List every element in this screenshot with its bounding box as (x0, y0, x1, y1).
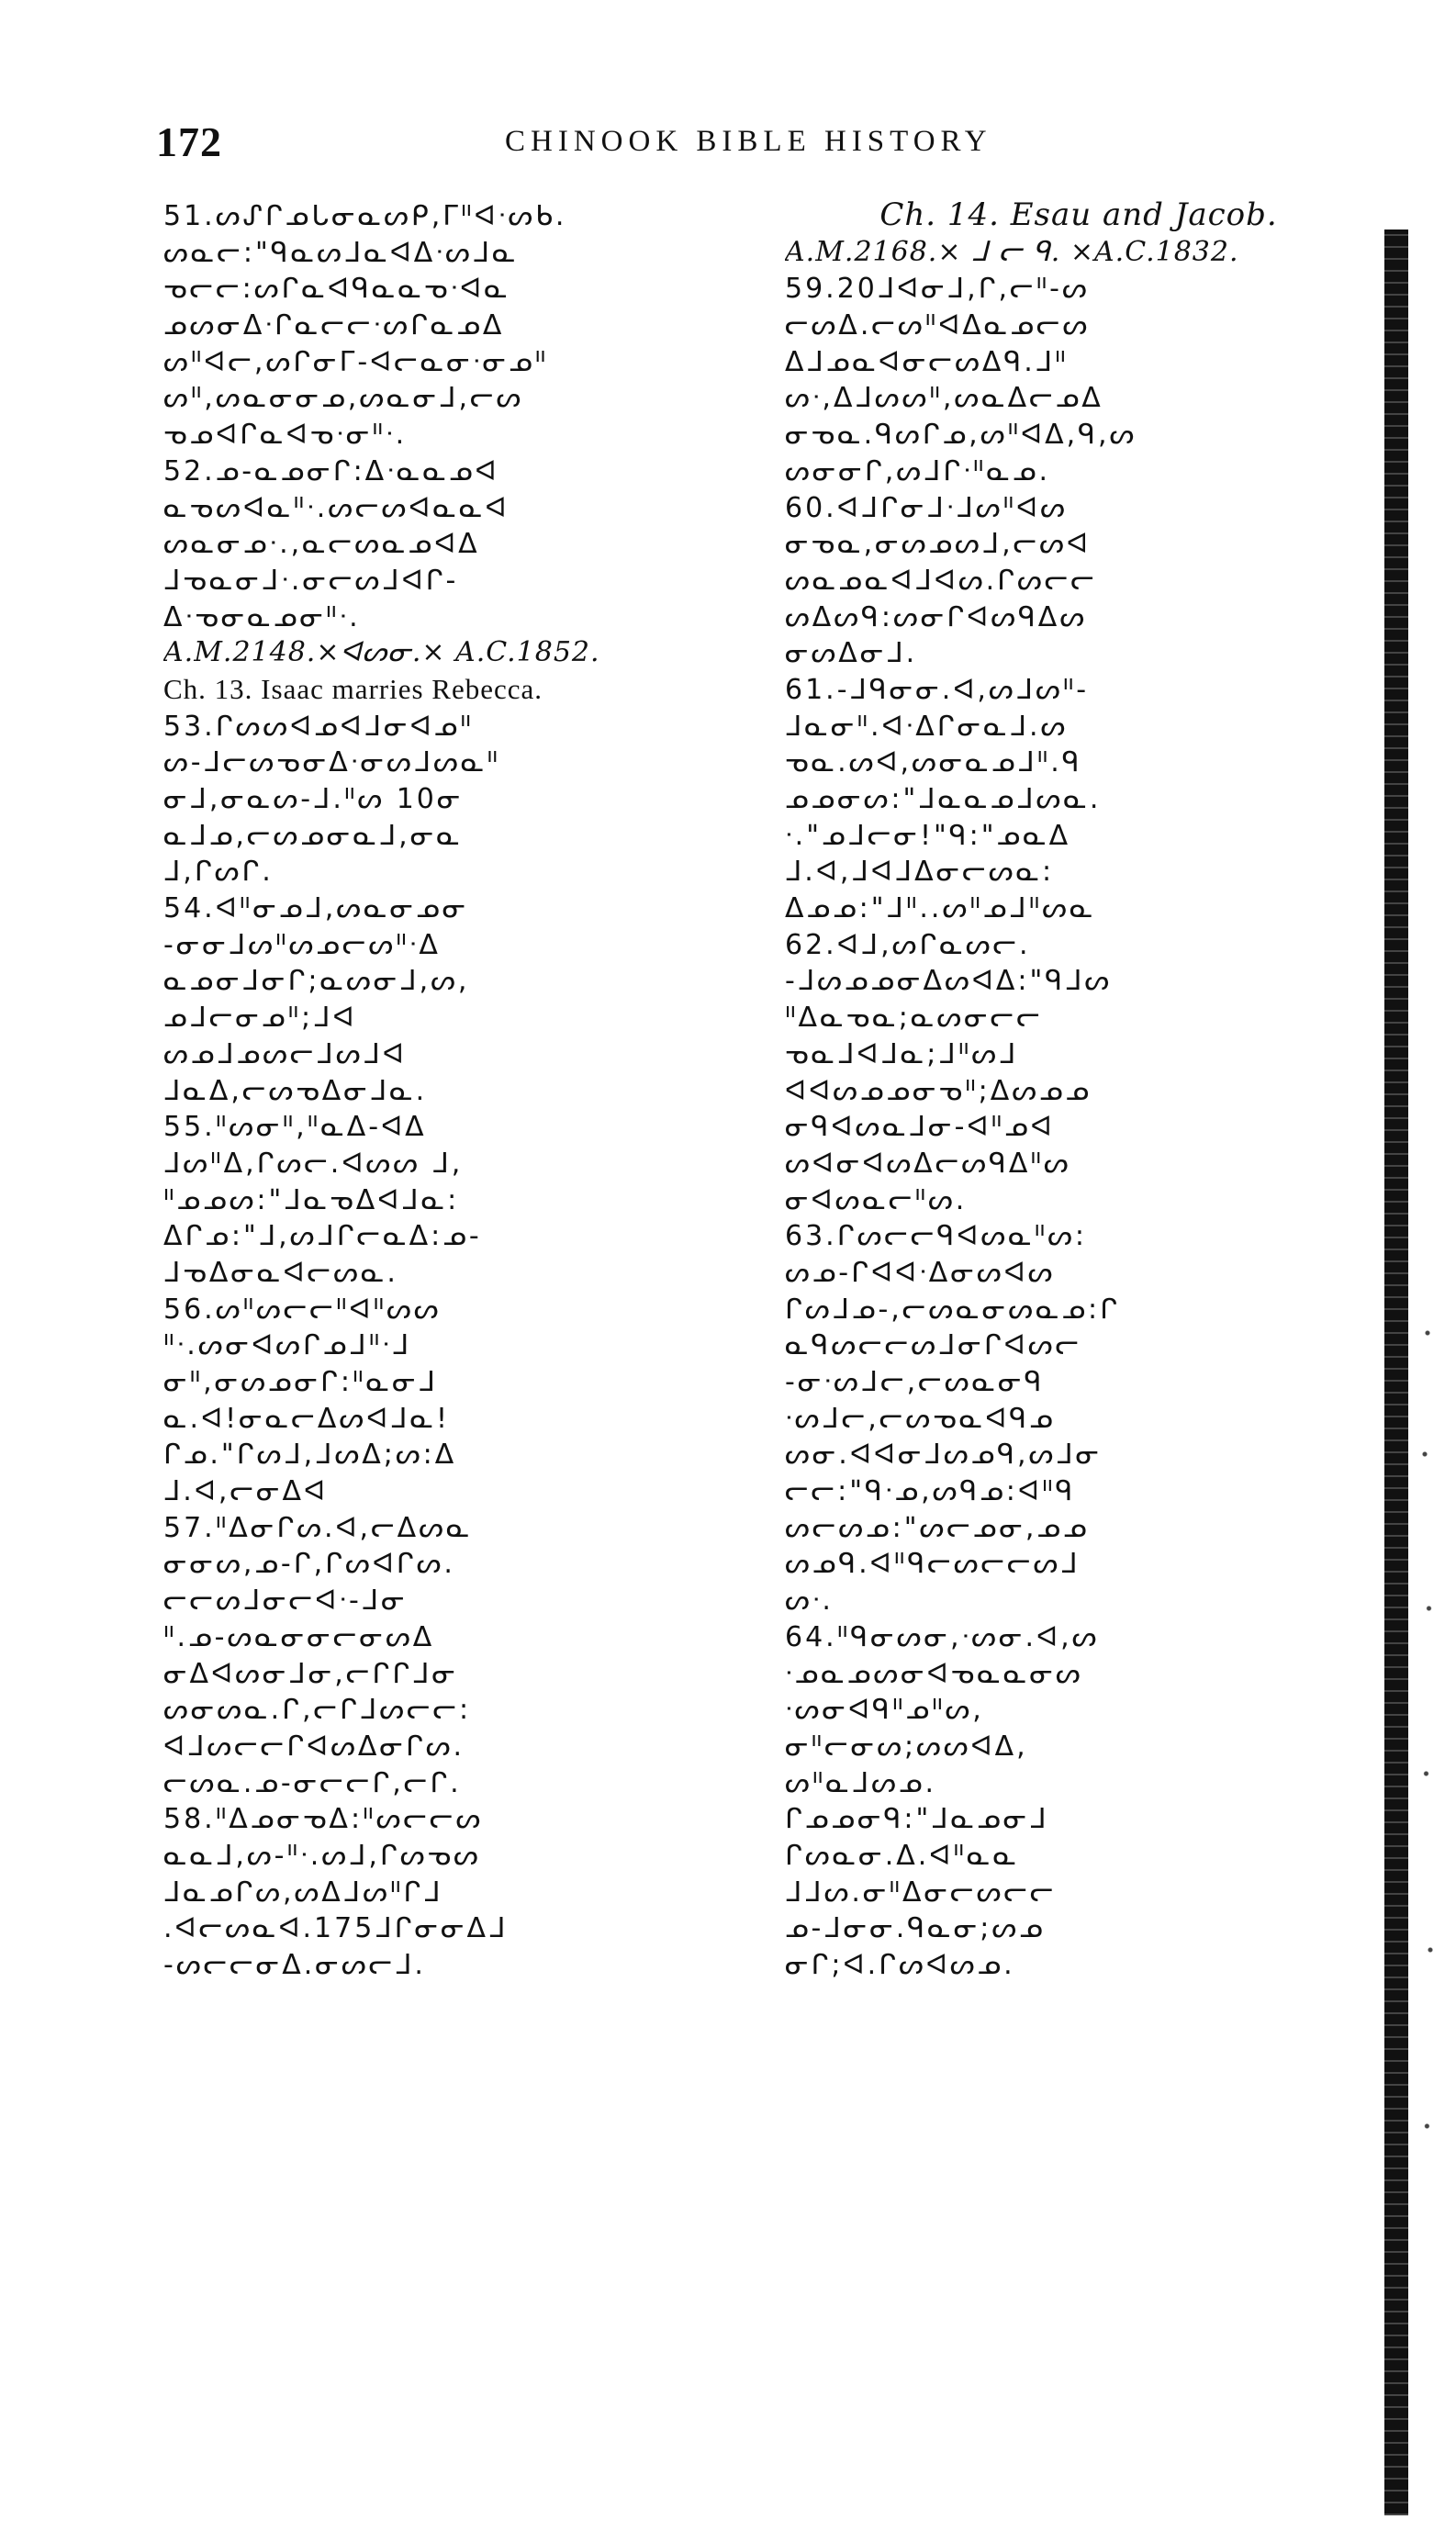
line-text: A.M.2148.×ᐊᔕᓂ.× A.C.1852. (163, 636, 600, 669)
line-text: ᓕᔕᓇ.ᓄ-ᓂᓕᓕᒋ,ᓕᒋ. (163, 1766, 462, 1799)
text-line (163, 817, 751, 854)
line-text: ᐧᔕᓂᐊᑫᐦᓄᐦᔕ, (785, 1694, 984, 1727)
text-line (163, 1217, 751, 1254)
line-text: .ᐊᓕᔕᓇᐊ.175ᒧᒋᓂᓂᐃᒧ (163, 1912, 509, 1945)
line-text: ᓇᓄᓂᒧᓂᒋ;ᓇᔕᓂᒧ,ᔕ, (163, 965, 470, 998)
text-line (163, 1363, 751, 1400)
line-text: ᓄᔕᓂᐃᐧᒋᓇᓕᓕᐧᔕᒋᓇᓄᐃ (163, 309, 505, 342)
text-line (163, 926, 751, 963)
line-text: ᓂᐦ,ᓂᔕᓄᓂᒋ:ᐦᓇᓂᒧ (163, 1366, 438, 1398)
line-text: ᐧ."ᓄᒧᓕᓂ!"ᑫ:"ᓄᓇᐃ (785, 819, 1071, 852)
text-line (163, 1764, 751, 1801)
line-text: ᐊᒧᔕᓕᓕᒋᐊᔕᐃᓂᒋᔕ. (163, 1730, 465, 1763)
left-column (163, 197, 751, 1983)
line-text: ᓀᓄᐊᒋᓇᐊᓀᐧᓂᐦᐧ. (163, 419, 408, 452)
line-text: 63.ᒋᔕᓕᓕᑫᐊᔕᓇᐦᔕ: (785, 1220, 1088, 1253)
text-line (785, 1655, 1372, 1692)
text-line (163, 307, 751, 343)
line-text: ᓂᐦᓕᓂᔕ;ᔕᔕᐊᐃ, (785, 1730, 1028, 1763)
text-line (163, 1909, 751, 1946)
line-text: ᓇ.ᐊ!ᓂᓇᓕᐃᔕᐊᒧᓇ! (163, 1402, 451, 1435)
text-line (785, 379, 1372, 416)
text-line (163, 270, 751, 307)
line-text: 64.ᐦᑫᓂᔕᓂ,ᐧᔕᓂ.ᐊ,ᔕ (785, 1620, 1100, 1653)
text-line (785, 1874, 1372, 1910)
binding-edge (1384, 230, 1408, 2515)
line-text: ᔕᓇᓂᓄᐧ.,ᓇᓕᔕᓇᓄᐊᐃ (163, 528, 480, 561)
text-line (785, 1946, 1372, 1983)
text-line (785, 343, 1372, 380)
line-text: ᓀᓕᓕ:ᔕᒋᓇᐊᑫᓇᓇᓀᐧᐊᓇ (163, 273, 510, 306)
line-text: ᔕᓄᑫ.ᐊᐦᑫᓕᔕᓕᓕᔕᒧ (785, 1548, 1081, 1581)
text-line (785, 744, 1372, 780)
text-line (163, 708, 751, 745)
line-text: ᔕᐧ,ᐃᒧᔕᔕᐦ,ᔕᓇᐃᓕᓄᐃ (785, 382, 1103, 415)
text-line (785, 890, 1372, 926)
line-text: ᓄᒧᓕᓂᓄᐦ;ᒧᐊ (163, 1002, 357, 1035)
line-text: ᒋᓄ."ᒋᔕᒧ,ᒧᔕᐃ;ᔕ:ᐃ (163, 1439, 457, 1472)
line-text: ᒧᔕᐦᐃ,ᒋᔕᓕ.ᐊᔕᔕ ᒧ, (163, 1147, 464, 1180)
line-text: ᓄ-ᒧᓂᓂ.ᑫᓇᓂ;ᔕᓄ (785, 1912, 1046, 1945)
binding-specks (1414, 1267, 1441, 2368)
line-text: 60.ᐊᒧᒋᓂᒧᐧᒧᔕᐦᐊᔕ (785, 491, 1068, 524)
text-line (163, 379, 751, 416)
text-line (785, 1545, 1372, 1582)
text-line (163, 1254, 751, 1291)
text-line (785, 962, 1372, 999)
line-text: ᓂᒧ,ᓂᓇᔕ-ᒧ.ᐦᔕ 10ᓂ (163, 783, 464, 815)
line-text: ᓇᑫᔕᓕᓕᔕᒧᓂᒋᐊᔕᓕ (785, 1329, 1082, 1362)
text-line (785, 1291, 1372, 1327)
line-text: ᔕᐊᓂᐊᔕᐃᓕᔕᑫᐃᐦᔕ (785, 1147, 1071, 1180)
line-text: A.M.2168.× ᒧ ᓕ ᑫ. ×A.C.1832. (785, 235, 1239, 268)
line-text: ᓕᓕ:"ᑫᐧᓄ,ᔕᑫᓄ:ᐊᐦᑫ (785, 1475, 1076, 1508)
text-line (785, 562, 1372, 599)
text-line (785, 817, 1372, 854)
line-text: ᔕᓕᔕᓄ:"ᔕᓕᓄᓂ,ᓄᓄ (785, 1511, 1090, 1544)
line-text: ᐊᐊᔕᓄᓄᓂᓀᐦ;ᐃᔕᓄᓄ (785, 1074, 1092, 1107)
line-text: ᔕᐦᓇᒧᔕᓄ. (785, 1766, 936, 1799)
text-line (163, 1655, 751, 1692)
text-line (163, 234, 751, 271)
line-text: -ᓂᐧᔕᒧᓕ,ᓕᔕᓇᓂᑫ (785, 1366, 1045, 1398)
chapter-heading (785, 197, 1372, 234)
line-text: ᔕᓂ.ᐊᐊᓂᒧᔕᓄᑫ,ᔕᒧᓂ (785, 1439, 1103, 1472)
line-text: ᔕᓂᔕᓇ.ᒋ,ᓕᒋᒧᔕᓕᓕ: (163, 1694, 472, 1727)
line-text: ᐃᐧᓀᓂᓇᓄᓂᐦᐧ. (163, 600, 361, 633)
line-text: ᓂᐊᔕᓇᓕᐦᔕ. (785, 1183, 968, 1216)
line-text: 59.20ᒧᐊᓂᒧ,ᒋ,ᓕᐦ-ᔕ (785, 273, 1090, 306)
text-line (785, 599, 1372, 635)
text-line (785, 926, 1372, 963)
text-line (163, 999, 751, 1036)
text-line (163, 1436, 751, 1473)
line-text: ᓂᐃᐊᔕᓂᒧᓂ,ᓕᒋᒋᒧᓂ (163, 1657, 458, 1690)
line-text: ᒧᒧᔕ.ᓂᐦᐃᓂᓕᔕᓕᓕ (785, 1876, 1057, 1909)
text-line (785, 1764, 1372, 1801)
text-line (785, 1473, 1372, 1509)
line-text: ᓂᓀᓇ.ᑫᔕᒋᓄ,ᔕᐦᐊᐃ,ᑫ,ᔕ (785, 419, 1137, 452)
line-text: ᓄᓄᓂᔕ:"ᒧᓇᓇᓄᒧᔕᓇ. (785, 783, 1102, 815)
text-line (785, 634, 1372, 671)
line-text: ᐦ.ᓄ-ᔕᓇᓂᓂᓕᓂᔕᐃ (163, 1620, 435, 1653)
line-text: ᒋᔕᓇᓂ.ᐃ.ᐊᐦᓇᓇ (785, 1839, 1020, 1872)
line-text: 61.-ᒧᑫᓂᓂ.ᐊ,ᔕᒧᔕᐦ- (785, 673, 1090, 706)
line-text: ᓇᓇᒧ,ᔕ-ᐦᐧ.ᔕᒧ,ᒋᔕᓀᔕ (163, 1839, 481, 1872)
text-line (163, 1181, 751, 1218)
line-text: ᔕᓄ-ᒋᐊᐊᐧᐃᓂᔕᐊᔕ (785, 1256, 1056, 1289)
text-line (163, 1036, 751, 1072)
text-line (785, 1728, 1372, 1764)
text-line (785, 1400, 1372, 1437)
line-text: ᐦᐧ.ᔕᓂᐊᔕᒋᓄᒧᐦᐧᒧ (163, 1329, 412, 1362)
text-line (163, 1618, 751, 1655)
text-line (785, 1254, 1372, 1291)
text-line (785, 1436, 1372, 1473)
text-line (785, 416, 1372, 453)
text-line (785, 1108, 1372, 1145)
text-line (163, 1108, 751, 1145)
line-text: ᓂᓂᔕ,ᓄ-ᒋ,ᒋᔕᐊᒋᔕ. (163, 1548, 455, 1581)
text-line (163, 1145, 751, 1181)
line-text: ᒋᓄᓄᓂᑫ:"ᒧᓇᓄᓂᒧ (785, 1803, 1049, 1836)
text-line (785, 1509, 1372, 1546)
line-text: ᒧ,ᒋᔕᒋ. (163, 856, 274, 889)
date-line (163, 634, 751, 671)
line-text: ᔕᓇᓄᓇᐊᒧᐊᔕ.ᒋᔕᓕᓕ (785, 564, 1097, 597)
text-line (785, 708, 1372, 745)
line-text: ᔕᓂᓂᒋ,ᔕᒧᒋᐧᐦᓇᓄ. (785, 454, 1050, 487)
line-text: ᒋᔕᒧᓄ-,ᓕᔕᓇᓂᔕᓇᓄ:ᒋ (785, 1293, 1120, 1326)
text-line (163, 744, 751, 780)
text-line (785, 1145, 1372, 1181)
line-text: -ᔕᓕᓕᓂᐃ.ᓂᔕᓕᒧ. (163, 1949, 426, 1981)
text-line (785, 1072, 1372, 1109)
right-column (785, 197, 1372, 1983)
text-line (163, 1946, 751, 1983)
line-text: ᔕᐃᔕᑫ:ᔕᓂᒋᐊᔕᑫᐃᔕ (785, 600, 1088, 633)
text-line (163, 890, 751, 926)
text-line (785, 853, 1372, 890)
text-line (785, 1036, 1372, 1072)
text-line (785, 1837, 1372, 1874)
text-line (163, 853, 751, 890)
text-line (785, 453, 1372, 489)
text-line (163, 197, 751, 234)
text-line (163, 1327, 751, 1363)
text-line (785, 1181, 1372, 1218)
text-line (785, 1800, 1372, 1837)
text-line (785, 1217, 1372, 1254)
text-line (785, 1618, 1372, 1655)
line-text: ᓇᓀᔕᐊᓇᐦᐧ.ᔕᓕᔕᐊᓇᓇᐊ (163, 491, 510, 524)
line-text: ᔕᓄᒧᓄᔕᓕᒧᔕᒧᐊ (163, 1037, 407, 1070)
text-line (785, 307, 1372, 343)
book-title: CHINOOK BIBLE HISTORY (505, 125, 992, 158)
text-line (785, 1909, 1372, 1946)
line-text: 62.ᐊᒧ,ᔕᒋᓇᔕᓕ. (785, 928, 1031, 961)
line-text: Ch. 13. Isaac marries Rebecca. (163, 672, 543, 705)
line-text: -ᓂᓂᒧᔕᐦᔕᓄᓕᔕᐦᐧᐃ (163, 928, 441, 961)
line-text: ᐧᓄᓇᓄᔕᓂᐊᓀᓇᓇᓂᔕ (785, 1657, 1083, 1690)
line-text: ᔕᓇᓕ:"ᑫᓇᔕᒧᓇᐊᐃᐧᔕᒧᓇ (163, 236, 519, 269)
text-line (785, 671, 1372, 708)
line-text: ᓂᑫᐊᔕᓇᒧᓂ-ᐊᐦᓄᐊ (785, 1111, 1055, 1144)
text-line (785, 780, 1372, 817)
line-text: ᐃᓄᓄ:"ᒧᐦ..ᔕᐦᓄᒧᐦᔕᓇ (785, 892, 1096, 925)
line-text: ᒧ.ᐊ,ᒧᐊᒧᐃᓂᓕᔕᓇ: (785, 856, 1055, 889)
line-text: ᔕᐦᐊᓕ,ᔕᒋᓂᒥ-ᐊᓕᓇᓂᐧᓂᓄᐦ (163, 345, 549, 378)
text-line (163, 599, 751, 635)
chapter-heading (163, 671, 751, 708)
line-text: ᒧᓀᐃᓂᓇᐊᓕᔕᓇ. (163, 1256, 398, 1289)
text-line (785, 270, 1372, 307)
line-text: ᐦᐃᓇᓀᓇ;ᓇᔕᓂᓕᓕ (785, 1002, 1043, 1035)
text-line (163, 1728, 751, 1764)
page-number: 172 (156, 118, 222, 165)
text-line (163, 1400, 751, 1437)
text-line (785, 525, 1372, 562)
date-line (785, 234, 1372, 271)
text-line (163, 1691, 751, 1728)
line-text: 51.ᔕᔑᒋᓄᒐᓂᓇᔕᑭ,ᒥᐦᐊᐧᔕᑲ. (163, 200, 567, 232)
line-text: ᐃᒧᓄᓇᐊᓂᓕᔕᐃᑫ.ᒧᐦ (785, 345, 1069, 378)
line-text: ᔕ-ᒧᓕᔕᓀᓂᐃᐧᓂᔕᒧᔕᓇᐦ (163, 746, 500, 779)
line-text: -ᒧᔕᓄᓄᓂᐃᔕᐊᐃ:"ᑫᒧᔕ (785, 965, 1113, 998)
text-line (163, 780, 751, 817)
text-line (163, 453, 751, 489)
text-line (785, 1691, 1372, 1728)
line-text: ᓕᔕᐃ.ᓕᔕᐦᐊᐃᓇᓄᓕᔕ (785, 309, 1091, 342)
text-line (785, 489, 1372, 526)
line-text: ᒧᓀᓇᓂᒧᐧ.ᓂᓕᔕᒧᐊᒋ- (163, 564, 459, 597)
line-text: 56.ᔕᐦᔕᓕᓕᐦᐊᐦᔕᔕ (163, 1293, 442, 1326)
line-text: ᔕᐦ,ᔕᓇᓂᓂᓄ,ᔕᓇᓂᒧ,ᓕᔕ (163, 382, 524, 415)
text-line (163, 416, 751, 453)
line-text: ᒧᓇᐃ,ᓕᔕᓀᐃᓂᒧᓇ. (163, 1074, 428, 1107)
text-line (163, 1545, 751, 1582)
text-line (163, 562, 751, 599)
text-line (163, 1072, 751, 1109)
text-line (163, 1509, 751, 1546)
line-text: ᓇᒧᓄ,ᓕᔕᓄᓂᓇᒧ,ᓂᓇ (163, 819, 463, 852)
line-text: ᐃᒋᓄ:"ᒧ,ᔕᒧᒋᓕᓇᐃ:ᓄ- (163, 1220, 482, 1253)
line-text: ᓕᓕᔕᒧᓂᓕᐊᐧ-ᒧᓂ (163, 1585, 408, 1618)
line-text: ᓀᓇᒧᐊᒧᓇ;ᒧᐦᔕᒧ (785, 1037, 1019, 1070)
text-line (163, 525, 751, 562)
line-text: ᓀᓇ.ᔕᐊ,ᔕᓂᓇᓄᒧᐦ.ᑫ (785, 746, 1082, 779)
line-text: ᐦᓄᓄᔕ:"ᒧᓇᓀᐃᐊᒧᓇ: (163, 1183, 460, 1216)
text-line (163, 1582, 751, 1618)
line-text: Ch. 14. Esau and Jacob. (879, 197, 1278, 233)
text-line (785, 999, 1372, 1036)
text-line (163, 489, 751, 526)
line-text: ᓂᔕᐃᓂᒧ. (785, 637, 918, 670)
line-text: 52.ᓄ-ᓇᓄᓂᒋ:ᐃᐧᓇᓇᓄᐊ (163, 454, 499, 487)
line-text: ᔕᐧ. (785, 1585, 834, 1618)
line-text: ᓂᓀᓇ,ᓂᔕᓄᔕᒧ,ᓕᔕᐊ (785, 528, 1091, 561)
line-text: ᓂᒋ;ᐊ.ᒋᔕᐊᔕᓄ. (785, 1949, 1015, 1981)
text-line (163, 1473, 751, 1509)
text-line (163, 962, 751, 999)
text-line (785, 1327, 1372, 1363)
line-text: 58.ᐦᐃᓄᓂᓀᐃ:ᐦᔕᓕᓕᔕ (163, 1803, 484, 1836)
text-line (785, 1363, 1372, 1400)
line-text: 57.ᐦᐃᓂᒋᔕ.ᐊ,ᓕᐃᔕᓇ (163, 1511, 473, 1544)
line-text: ᒧᓇᓂᐦ.ᐊᐧᐃᒋᓂᓇᒧ.ᔕ (785, 710, 1069, 743)
line-text: ᒧᓇᓄᒋᔕ,ᔕᐃᒧᔕᐦᒋᒧ (163, 1876, 443, 1909)
text-line (163, 1837, 751, 1874)
text-line (163, 1800, 751, 1837)
line-text: ᒧ.ᐊ,ᓕᓂᐃᐊ (163, 1475, 329, 1508)
text-line (163, 1874, 751, 1910)
running-head (156, 118, 1368, 173)
line-text: 54.ᐊᐦᓂᓄᒧ,ᔕᓇᓂᓄᓂ (163, 892, 469, 925)
text-line (163, 343, 751, 380)
text-line (163, 1291, 751, 1327)
line-text: 55.ᐦᔕᓂᐦ,ᐦᓇᐃ-ᐊᐃ (163, 1111, 427, 1144)
line-text: 53.ᒋᔕᔕᐊᓄᐊᒧᓂᐊᓄᐦ (163, 710, 474, 743)
text-line (785, 1582, 1372, 1618)
line-text: ᐧᔕᒧᓕ,ᓕᔕᓀᓇᐊᑫᓄ (785, 1402, 1056, 1435)
